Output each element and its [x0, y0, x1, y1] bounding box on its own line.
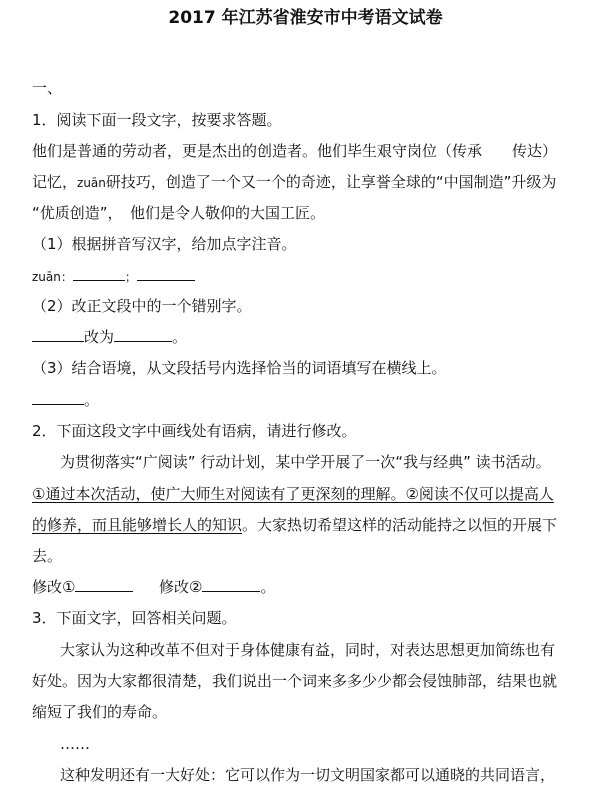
- page-title: 2017 年江苏省淮安市中考语文试卷: [168, 8, 443, 28]
- fix-2-label: 修改②: [159, 578, 203, 596]
- q2-passage-line-3: [32, 515, 557, 535]
- answer-blank[interactable]: [32, 327, 84, 342]
- q1-sub-1: （1）根据拼音写汉字，给加点字注音。: [32, 235, 297, 253]
- pinyin-zuan: zuān: [77, 176, 106, 190]
- q1-sub-2: （2）改正文段中的一个错别字。: [32, 297, 252, 315]
- answer-blank[interactable]: [73, 266, 125, 281]
- answer-blank[interactable]: [202, 577, 260, 592]
- q3-passage-line-3: 缩短了我们的寿命。: [32, 703, 168, 721]
- answer-blank[interactable]: [137, 266, 195, 281]
- underlined-sentence-2: ②阅读不仅可以提高人: [405, 485, 554, 503]
- q2-answers: [32, 577, 275, 597]
- q1-passage-line-1: 他们是普通的劳动者，更是杰出的创造者。他们毕生艰守岗位（传承 传达）: [32, 142, 558, 160]
- q1-sub-3: （3）结合语境，从文段括号内选择恰当的词语填写在横线上。: [32, 359, 447, 377]
- q2-passage-line-1: 为贯彻落实“广阅读” 行动计划，某中学开展了一次“我与经典” 读书活动。: [60, 453, 551, 471]
- q1-passage-text: 研技巧，创造了一个又一个的奇迹，让享誉全球的“中国制造”升级为: [105, 173, 557, 191]
- q1-heading: 1．阅读下面一段文字，按要求答题。: [32, 111, 282, 129]
- q3-ellipsis: ……: [60, 735, 90, 753]
- period: 。: [84, 391, 100, 409]
- q1-answer-1: [32, 266, 195, 287]
- q2-passage-text: 。大家热切希望这样的活动能持之以恒的开展下: [242, 516, 558, 534]
- q3-heading: 3．下面文字，回答相关问题。: [32, 609, 237, 627]
- period: 。: [172, 328, 188, 346]
- q3-passage-line-1: 大家认为这种改革不但对于身体健康有益，同时，对表达思想更加简练也有: [60, 641, 556, 659]
- q1-answer-3: [32, 390, 99, 410]
- q2-passage-line-2: [32, 484, 554, 504]
- q2-passage-line-4: 去。: [32, 547, 63, 565]
- period: 。: [260, 578, 276, 596]
- underlined-sentence-2-cont: 的修养，而且能够增长人的知识: [32, 516, 243, 534]
- change-to-text: 改为: [84, 328, 115, 346]
- section-number: 一、: [32, 79, 63, 97]
- q2-heading: 2．下面这段文字中画线处有语病，请进行修改。: [32, 422, 357, 440]
- q1-answer-2: [32, 327, 187, 347]
- separator: ；: [124, 270, 137, 284]
- fix-1-label: 修改①: [32, 578, 76, 596]
- pinyin-label: zuān：: [32, 270, 73, 284]
- answer-blank[interactable]: [75, 577, 133, 592]
- q1-passage-line-3: “优质创造”， 他们是令人敬仰的大国工匠。: [32, 204, 326, 222]
- answer-blank[interactable]: [114, 327, 172, 342]
- q1-passage-line-2: [32, 172, 556, 193]
- q3-passage-line-4: 这种发明还有一大好处：它可以作为一切文明国家都可以通晓的共同语言，: [60, 766, 556, 784]
- answer-blank[interactable]: [32, 390, 84, 405]
- underlined-sentence-1: ①通过本次活动，使广大师生对阅读有了更深刻的理解。: [32, 485, 406, 503]
- q1-passage-text: 记忆，: [32, 173, 78, 191]
- q3-passage-line-2: 好处。因为大家都很清楚，我们说出一个词来多多少少都会侵蚀肺部，结果也就: [32, 672, 558, 690]
